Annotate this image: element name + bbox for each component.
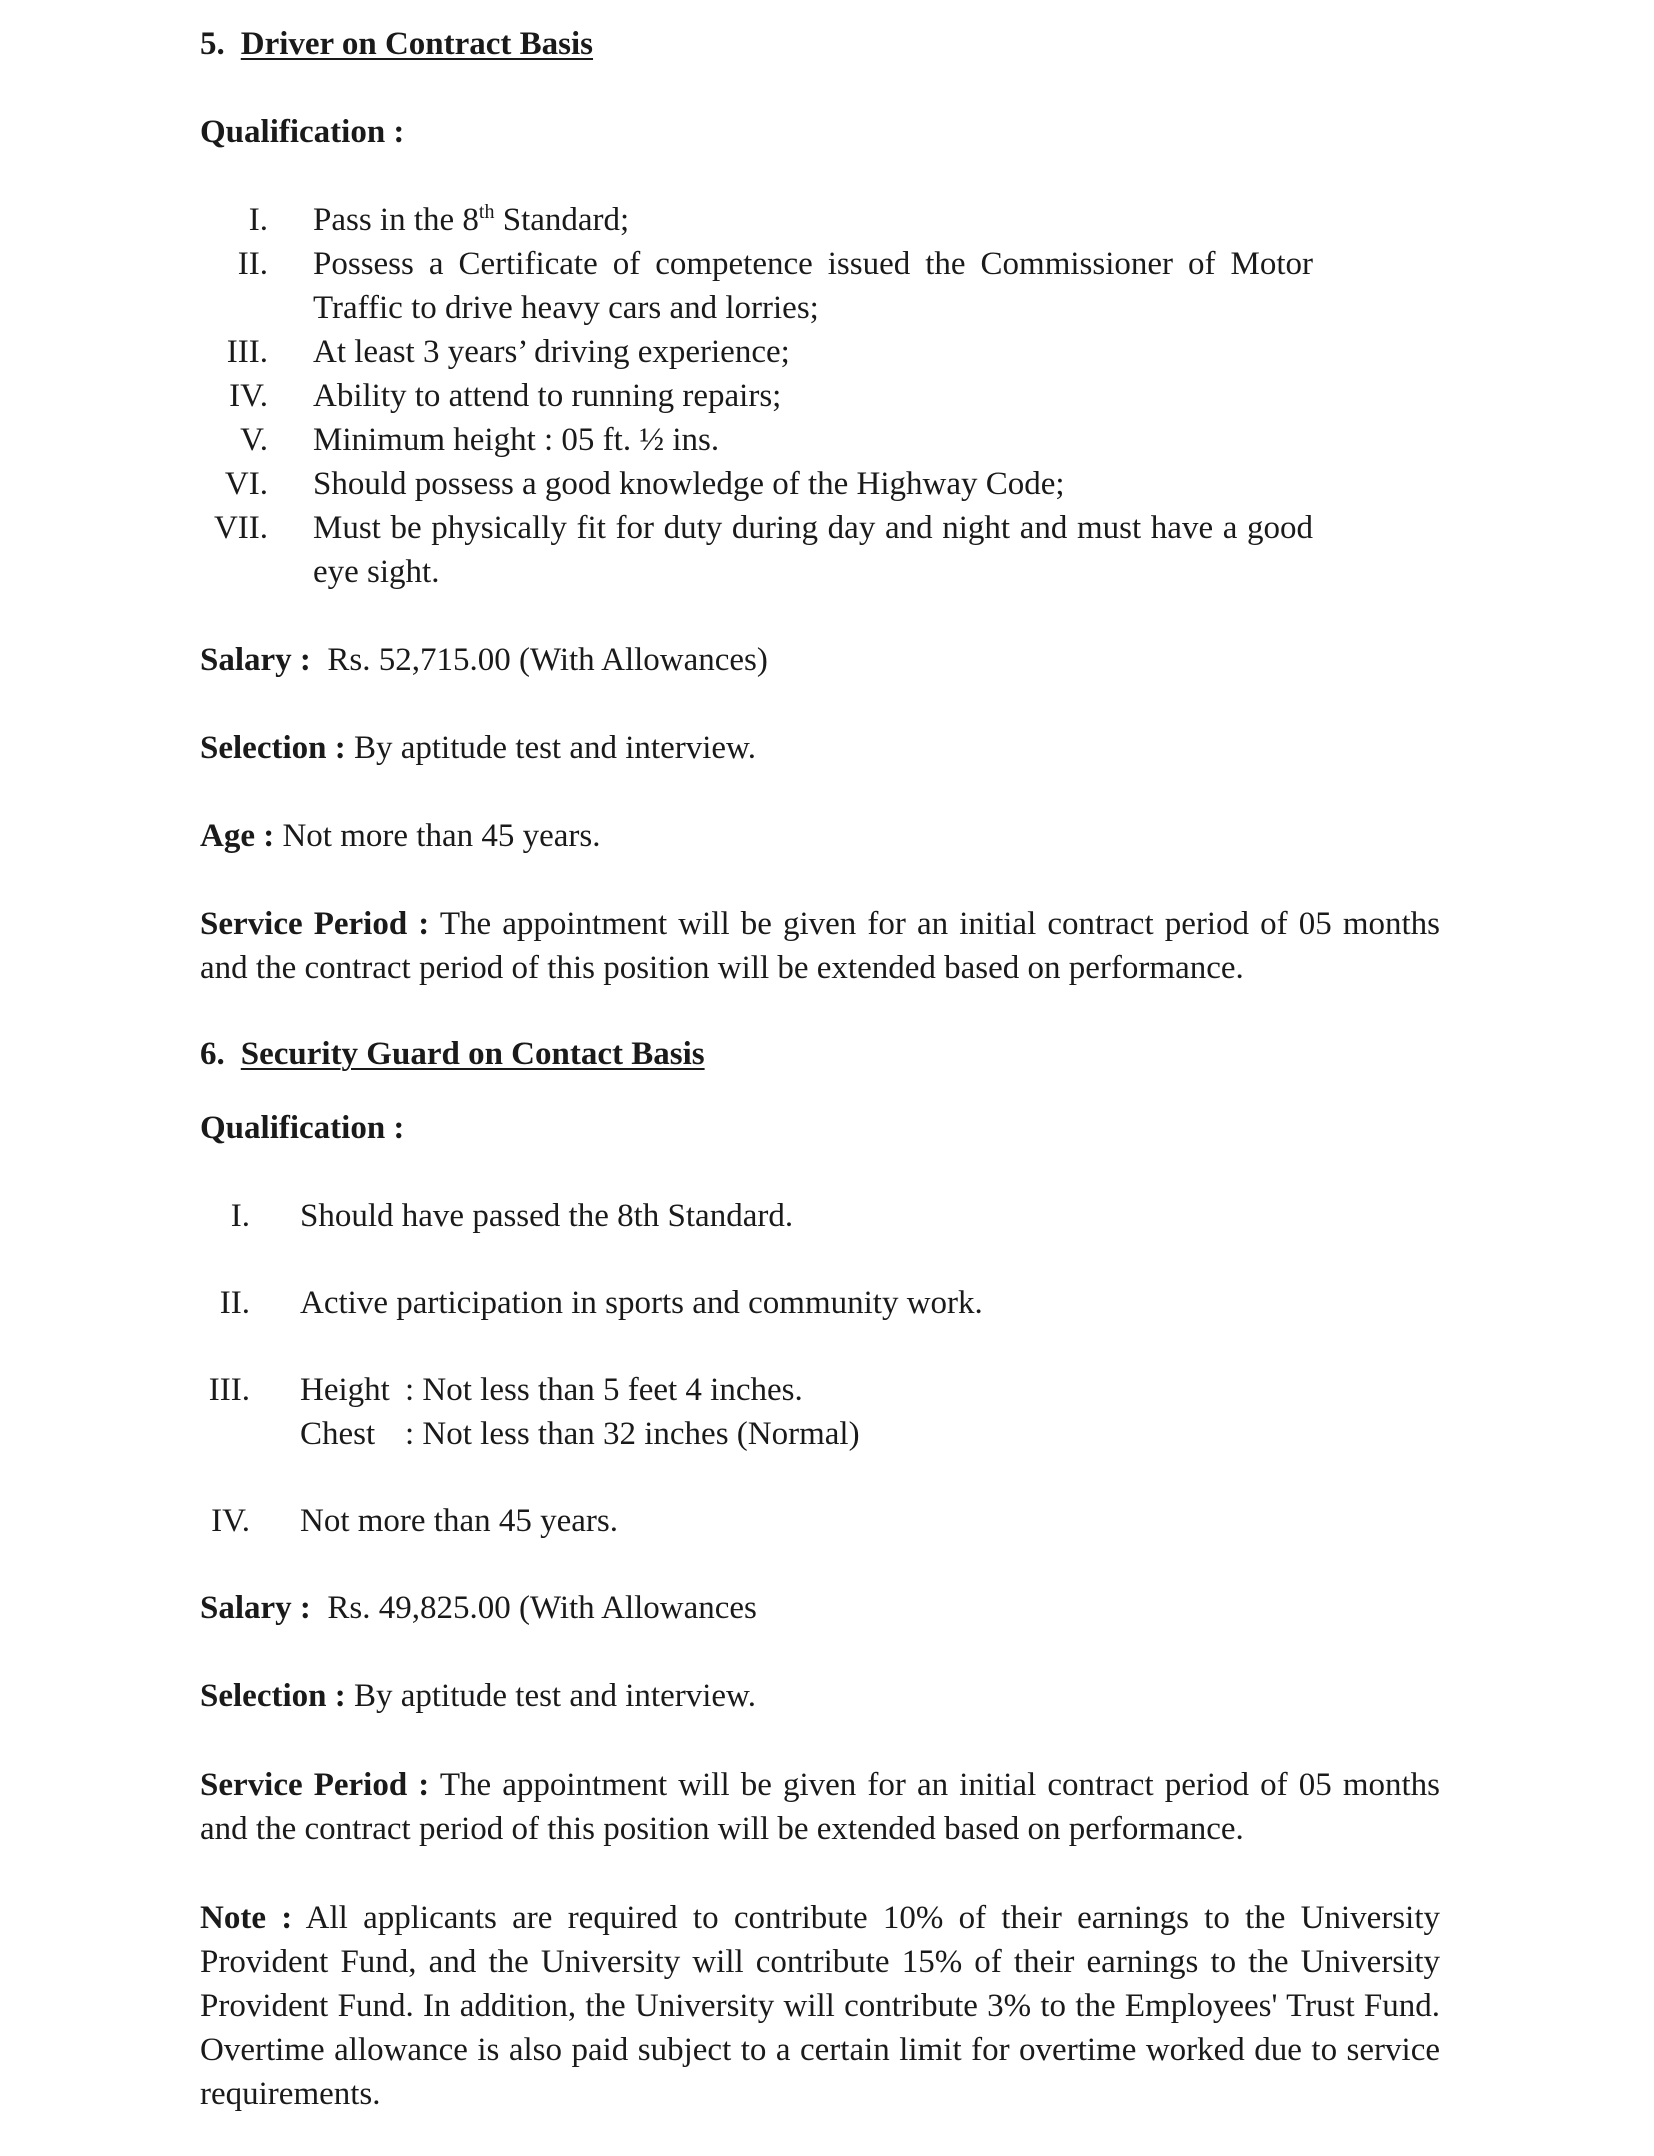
list-item — [200, 1281, 1440, 1325]
list-text: Not more than 45 years. — [300, 1503, 618, 1539]
list-item — [200, 242, 1440, 330]
list-item — [200, 330, 1440, 374]
note-label: Note : — [200, 1900, 293, 1936]
salary-value: Rs. 52,715.00 (With Allowances) — [327, 642, 768, 678]
list-text: Must be physically fit for duty during day and night and must have a good eye sight. — [313, 510, 1313, 590]
list-numeral: VII. — [213, 510, 268, 546]
list-item — [200, 462, 1440, 506]
service-period-label: Service Period : — [200, 1767, 430, 1803]
service-period-paragraph — [200, 902, 1440, 990]
list-text — [300, 1368, 1300, 1456]
salary-line — [200, 1586, 1440, 1630]
list-numeral: I. — [230, 1198, 250, 1234]
selection-line — [200, 726, 1440, 770]
list-numeral: III. — [226, 334, 268, 370]
age-label: Age : — [200, 818, 275, 854]
list-text: At least 3 years’ driving experience; — [313, 334, 790, 370]
selection-value: By aptitude test and interview. — [353, 730, 756, 766]
qualification-list — [200, 1194, 1440, 1543]
chest-row — [300, 1412, 1300, 1456]
list-item — [200, 1194, 1440, 1238]
list-text: Pass in the 8th Standard; — [313, 201, 630, 238]
selection-line — [200, 1674, 1440, 1718]
height-value: : Not less than 5 feet 4 inches. — [405, 1372, 803, 1408]
list-item — [200, 374, 1440, 418]
height-key: Height — [300, 1372, 390, 1408]
list-numeral: II. — [219, 1285, 250, 1321]
section-number: 5. — [200, 26, 225, 62]
section-title: Security Guard on Contact Basis — [240, 1036, 705, 1072]
selection-value: By aptitude test and interview. — [353, 1678, 756, 1714]
list-item — [200, 1368, 1440, 1456]
service-period-value: The appointment will be given for an initial contract period of 05 months and the contract period of this position will be extended based on performance. — [200, 906, 1441, 986]
selection-label: Selection : — [200, 1678, 346, 1714]
list-item — [200, 506, 1440, 594]
list-text: Should have passed the 8th Standard. — [300, 1198, 794, 1234]
list-text: Active participation in sports and community work. — [300, 1285, 983, 1321]
service-period-label: Service Period : — [200, 906, 430, 942]
section-title: Driver on Contract Basis — [240, 26, 594, 62]
list-numeral: II. — [237, 246, 268, 282]
list-numeral: I. — [248, 202, 268, 238]
list-text: Minimum height : 05 ft. ½ ins. — [313, 422, 720, 458]
age-value: Not more than 45 years. — [282, 818, 601, 854]
list-item — [200, 418, 1440, 462]
list-numeral: V. — [240, 422, 268, 458]
qualification-label: Qualification : — [200, 1110, 405, 1146]
list-text: Should possess a good knowledge of the Highway Code; — [313, 466, 1065, 502]
list-item — [200, 198, 1440, 242]
list-text: Possess a Certificate of competence issued the Commissioner of Motor Traffic to drive heavy cars and lorries; — [313, 246, 1313, 326]
salary-value: Rs. 49,825.00 (With Allowances — [327, 1590, 757, 1626]
chest-value: : Not less than 32 inches (Normal) — [405, 1416, 860, 1452]
salary-label: Salary : — [200, 642, 311, 678]
list-item — [200, 1499, 1440, 1543]
service-period-value: The appointment will be given for an initial contract period of 05 months and the contract period of this position will be extended based on performance. — [200, 1767, 1441, 1847]
section-number: 6. — [200, 1036, 225, 1072]
document-page — [200, 22, 1440, 2116]
selection-label: Selection : — [200, 730, 346, 766]
list-numeral: III. — [208, 1372, 250, 1408]
list-numeral: VI. — [224, 466, 268, 502]
qualification-label: Qualification : — [200, 114, 405, 150]
service-period-paragraph — [200, 1763, 1440, 1851]
note-paragraph — [200, 1896, 1440, 2116]
qualification-list — [200, 198, 1440, 594]
height-row — [300, 1368, 1300, 1412]
list-numeral: IV. — [229, 378, 268, 414]
list-numeral: IV. — [211, 1503, 250, 1539]
section-5-heading — [200, 22, 1440, 66]
salary-line — [200, 638, 1440, 682]
salary-label: Salary : — [200, 1590, 311, 1626]
list-text: Ability to attend to running repairs; — [313, 378, 782, 414]
chest-key: Chest — [300, 1416, 376, 1452]
section-6-heading — [200, 1032, 1440, 1076]
note-text: All applicants are required to contribute 10% of their earnings to the University Provident Fund, and the University will contribute 15% of their earnings to the University Provident Fund. In addition, the University will contribute 3% to the Employees' Trust Fund. Overtime allowance is also paid subject to a certain limit for overtime worked due to service requirements. — [200, 1900, 1440, 2112]
age-line — [200, 814, 1440, 858]
